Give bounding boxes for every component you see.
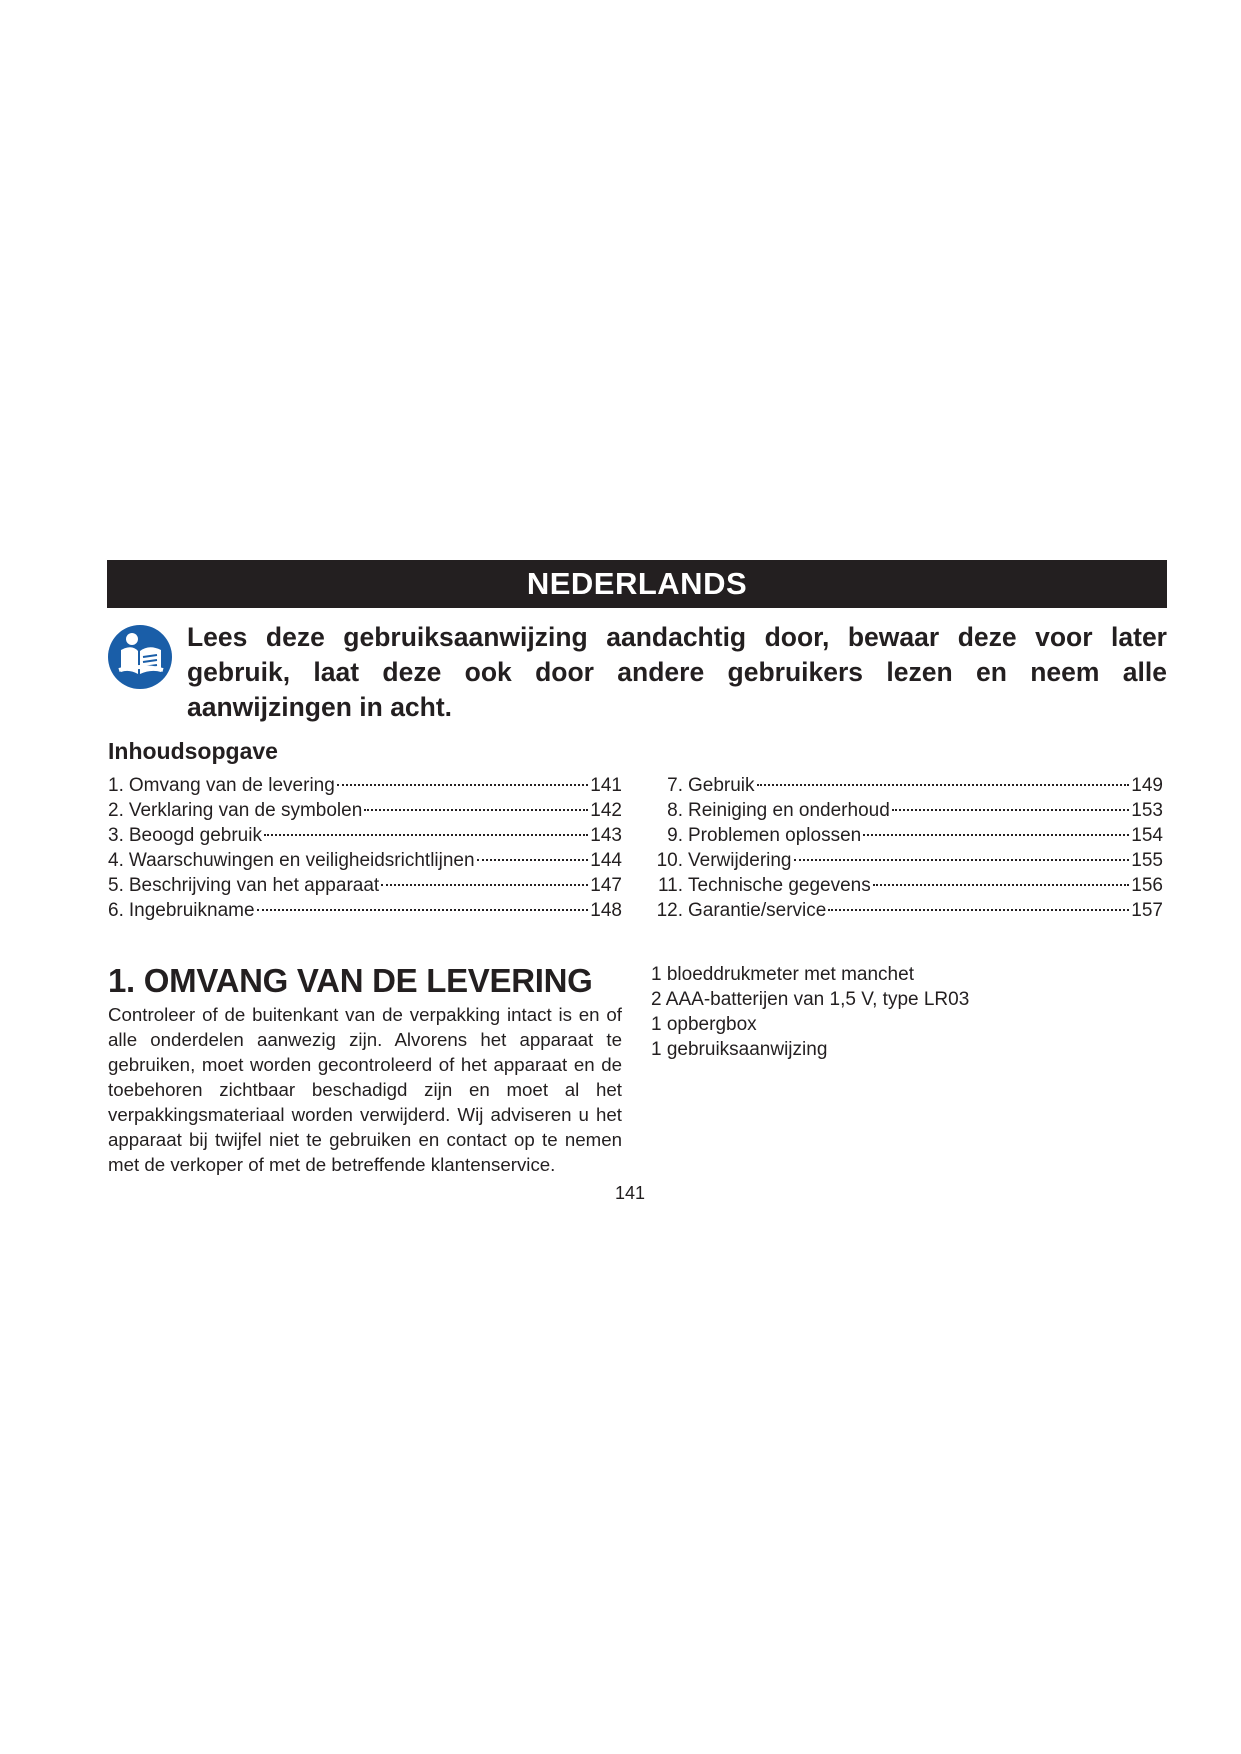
delivery-item: 2 AAA-batterijen van 1,5 V, type LR03 [651,989,970,1010]
toc-entry-page: 157 [1131,900,1163,921]
toc-column-right [651,775,1163,925]
toc-leader-dots [873,884,1130,886]
toc-entry-page: 144 [590,850,622,871]
toc-entry-label: Beoogd gebruik [128,825,262,846]
toc-entry-number: 1. [108,775,124,796]
toc-leader-dots [828,909,1129,911]
delivery-item: 1 opbergbox [651,1014,757,1035]
toc-entry-label: Beschrijving van het apparaat [128,875,380,896]
toc-entry-page: 153 [1131,800,1163,821]
toc-entry-number: 8. [667,800,683,821]
language-header-bar [107,560,1167,608]
toc-entry-number: 7. [667,775,683,796]
toc-entry-number: 9. [667,825,683,846]
toc-leader-dots [863,834,1129,836]
toc-entry [651,800,1163,825]
toc-entry-label: Omvang van de levering [128,775,335,796]
read-manual-notice [107,620,1167,722]
toc-leader-dots [381,884,588,886]
section-body [108,1002,622,1177]
toc-entry-number: 6. [108,900,124,921]
toc-entry-page: 155 [1131,850,1163,871]
toc-entry-page: 147 [590,875,622,896]
section-paragraph: Controleer of de buitenkant van de verpakking intact is en of alle onderdelen aanwezig zijn. Alvorens het apparaat te gebruiken, moet worden gecontroleerd of het apparaat en de toebehoren zichtbaar beschadigd zijn en moet al het verpakkingsmateriaal worden verwijderd. Wij adviseren u het apparaat bij twijfel niet te gebruiken en contact op te nemen met de verkoper of met de betreffende klantenservice. [108,1004,622,1175]
toc-title: Inhoudsopgave [108,738,278,764]
toc-entry-number: 12. [656,900,683,921]
toc-leader-dots [892,809,1130,811]
toc-entry [651,775,1163,800]
delivery-item: 1 gebruiksaanwijzing [651,1039,828,1060]
toc-leader-dots [337,784,588,786]
toc-entry-number: 2. [108,800,124,821]
toc-entry [108,875,622,900]
toc-entry-label: Garantie/service [688,900,827,921]
toc-entry [651,825,1163,850]
read-manual-text: Lees deze gebruiksaanwijzing aandachtig door, bewaar deze voor later gebruik, laat deze ook door andere gebruikers lezen en neem alle aanwijzingen in acht. [187,622,1167,722]
language-title: NEDERLANDS [526,566,748,601]
toc-entry-label: Problemen oplossen [688,825,862,846]
toc-entry-number: 10. [656,850,683,871]
toc-leader-dots [757,784,1130,786]
toc-entry-page: 149 [1131,775,1163,796]
toc-leader-dots [364,809,588,811]
toc-entry-number: 4. [108,850,124,871]
toc-entry-page: 143 [590,825,622,846]
toc-entry-page: 156 [1131,875,1163,896]
toc-entry-number: 3. [108,825,124,846]
toc-leader-dots [794,859,1130,861]
toc-entry-number: 11. [657,875,683,896]
toc-entry-label: Verwijdering [688,850,792,871]
toc-entry-number: 5. [108,875,124,896]
toc-entry-label: Verklaring van de symbolen [128,800,363,821]
delivery-contents-list [651,962,1163,1062]
toc-entry [108,800,622,825]
toc-entry-page: 142 [590,800,622,821]
toc-entry-page: 148 [590,900,622,921]
delivery-item: 1 bloeddrukmeter met manchet [651,964,914,985]
toc-entry-page: 154 [1131,825,1163,846]
toc-entry [651,850,1163,875]
read-manual-icon [107,624,173,690]
toc-column-left [108,775,622,925]
toc-entry-page: 141 [590,775,622,796]
toc-leader-dots [257,909,589,911]
page-number: 141 [614,1183,646,1203]
toc-entry [108,850,622,875]
toc-leader-dots [477,859,589,861]
toc-entry-label: Gebruik [688,775,755,796]
section-heading: 1. OMVANG VAN DE LEVERING [108,962,593,999]
toc-entry [108,775,622,800]
toc-entry [108,900,622,925]
toc-entry-label: Ingebruikname [128,900,255,921]
toc-entry [651,875,1163,900]
toc-entry [651,900,1163,925]
toc-entry-label: Reiniging en onderhoud [688,800,890,821]
toc-entry [108,825,622,850]
toc-entry-label: Technische gegevens [688,875,871,896]
toc-leader-dots [264,834,588,836]
toc-entry-label: Waarschuwingen en veiligheidsrichtlijnen [128,850,475,871]
